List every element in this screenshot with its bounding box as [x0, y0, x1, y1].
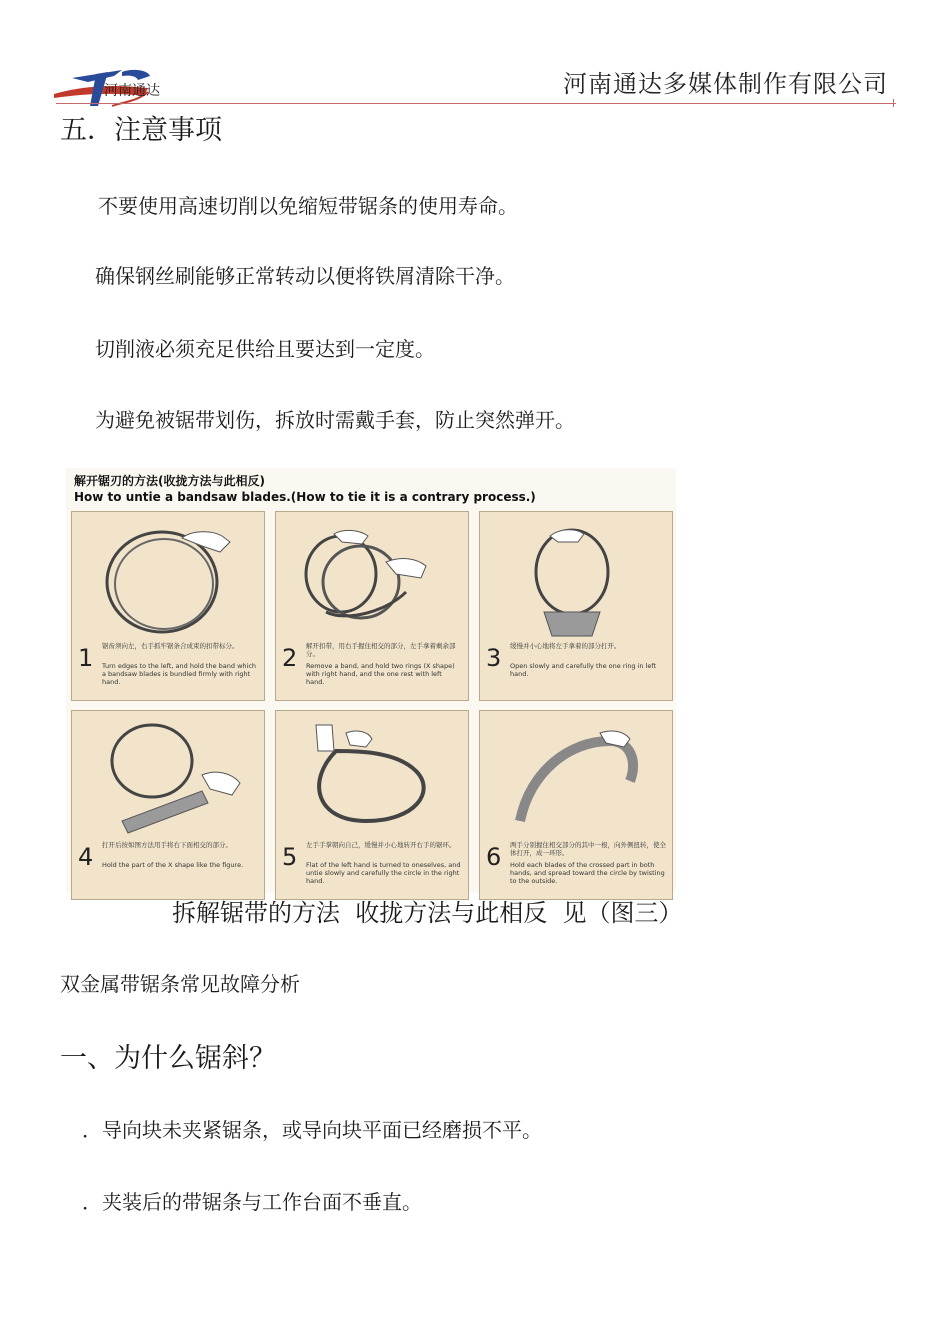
figure-title-en: How to untie a bandsaw blades.(How to tie it is a contrary process.) — [74, 490, 536, 504]
panel-text-en: Remove a band, and hold two rings (X shape) with right hand, and the one rest with left hand. — [306, 662, 455, 686]
panel-text-en: Open slowly and carefully the one ring in left hand. — [510, 662, 657, 678]
question-heading: 一、为什么锯斜？ — [60, 1043, 276, 1074]
note-item: 确保钢丝刷能够正常转动以便将铁屑清除干净。 — [95, 264, 515, 288]
company-name: 河南通达多媒体制作有限公司 — [563, 70, 888, 98]
panel-text-cn: 两手分别握住相交部分的其中一根，向外侧扭转，使全体打开，成一环形。 — [510, 841, 666, 857]
bandsaw-x-shape-illustration — [72, 711, 264, 899]
logo-text: 河南通达 — [104, 83, 160, 99]
figure-panel-4 — [71, 710, 265, 900]
panel-text-en: Turn edges to the left, and hold the band which a bandsaw blades is bundled firmly with right hand. — [102, 662, 257, 686]
figure-panel-5 — [275, 710, 469, 900]
section-heading: 五．注意事项 — [60, 115, 222, 146]
figure-panel-6 — [479, 710, 673, 900]
header-rule — [56, 103, 896, 104]
panel-text-cn: 左手手掌朝向自己，缓慢并小心地转开右手的锯环。 — [306, 841, 456, 849]
panel-number: 6 — [486, 843, 502, 871]
analysis-title: 双金属带锯条常见故障分析 — [60, 972, 300, 996]
panel-text-en: Hold the part of the X shape like the figure. — [102, 861, 244, 869]
panel-text-cn: 缓慢并小心地将左手拿着的部分打开。 — [510, 642, 621, 650]
note-item: 切削液必须充足供给且要达到一定度。 — [95, 337, 435, 361]
panel-number: 4 — [78, 843, 94, 871]
cause-item: ．夹装后的带锯条与工作台面不垂直。 — [82, 1190, 422, 1214]
panel-text-en: Hold each blades of the crossed part in both hands, and spread toward the circle by twisting to the outside. — [510, 861, 665, 885]
panel-number: 1 — [78, 644, 94, 672]
panel-number: 2 — [282, 644, 298, 672]
figure-panel-1 — [71, 511, 265, 701]
figure-caption: 拆解锯带的方法 收拢方法与此相反 见（图三） — [172, 899, 683, 927]
header-rule-end — [893, 99, 894, 107]
figure-panel-2 — [275, 511, 469, 701]
panel-number: 5 — [282, 843, 298, 871]
panel-text-cn: 打开后按如图方法用手将右下面相交的部分。 — [102, 841, 232, 849]
note-item: 为避免被锯带划伤，拆放时需戴手套，防止突然弹开。 — [95, 408, 575, 432]
panel-text-en: Flat of the left hand is turned to oneselves, and untie slowly and carefully the circle in the right hand. — [306, 861, 461, 885]
figure-panel-3 — [479, 511, 673, 701]
figure-title-cn: 解开锯刃的方法(收拢方法与此相反) — [74, 474, 265, 488]
panel-text-cn: 解开扣带，用右手握住相交的部分，左手拿着剩余部分。 — [306, 642, 456, 658]
panel-number: 3 — [486, 644, 502, 672]
panel-text-cn: 锯齿须向左，右手抓牢锯条合成束的扣带标分。 — [102, 642, 239, 650]
cause-item: ．导向块未夹紧锯条，或导向块平面已经磨损不平。 — [82, 1118, 542, 1142]
note-item: 不要使用高速切削以免缩短带锯条的使用寿命。 — [98, 194, 518, 218]
